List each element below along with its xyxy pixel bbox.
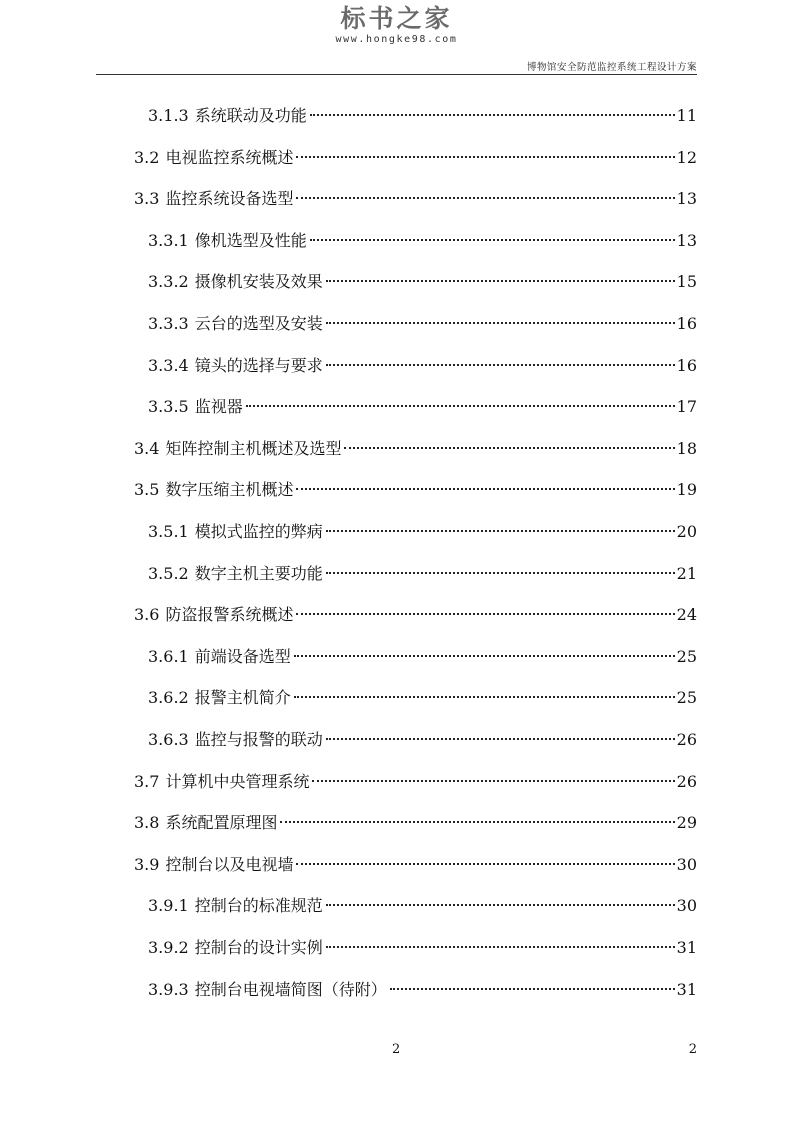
toc-entry-page: 29 [676, 813, 697, 833]
toc-entry-title: 数字压缩主机概述 [165, 480, 294, 500]
footer-page-number-center: 2 [392, 1042, 401, 1057]
toc-entry-number: 3.3.2 [148, 272, 189, 292]
toc-dot-leader [344, 447, 674, 449]
toc-entry[interactable] [148, 645, 697, 669]
toc-dot-leader [294, 655, 675, 657]
toc-entry[interactable] [134, 811, 697, 835]
toc-entry[interactable] [148, 728, 697, 752]
toc-entry-number: 3.5.1 [148, 522, 189, 541]
logo-url: www.hongke98.com [335, 34, 458, 45]
toc-entry-title: 控制台的标准规范 [194, 896, 323, 916]
toc-entry-page: 17 [676, 397, 697, 417]
toc-entry-title: 监控与报警的联动 [194, 730, 323, 749]
toc-entry-title: 像机选型及性能 [194, 230, 307, 250]
toc-entry[interactable] [134, 853, 697, 877]
toc-entry-number: 3.3.4 [148, 355, 189, 375]
toc-entry-number: 3.3.3 [148, 314, 189, 333]
toc-entry-page: 31 [676, 979, 697, 999]
toc-entry-title: 矩阵控制主机概述及选型 [165, 438, 342, 458]
toc-entry-page: 30 [676, 854, 697, 874]
toc-entry[interactable] [148, 520, 697, 544]
toc-entry[interactable] [148, 686, 697, 710]
toc-dot-leader [326, 904, 675, 906]
toc-entry-title: 模拟式监控的弊病 [194, 522, 323, 541]
toc-dot-leader [310, 114, 675, 116]
toc-entry-number: 3.6.1 [148, 646, 189, 666]
toc-entry-number: 3.6.3 [148, 730, 189, 749]
toc-entry-page: 26 [676, 730, 697, 749]
toc-entry[interactable] [148, 894, 697, 918]
toc-dot-leader [326, 364, 675, 366]
toc-dot-leader [326, 322, 675, 324]
toc-entry[interactable] [134, 187, 697, 211]
toc-entry-number: 3.1.3 [148, 106, 189, 125]
toc-entry-title: 系统配置原理图 [165, 813, 278, 833]
toc-entry-title: 云台的选型及安装 [194, 314, 323, 333]
toc-entry-number: 3.7 [134, 771, 160, 791]
toc-entry-title: 控制台的设计实例 [194, 938, 323, 957]
toc-entry-title: 计算机中央管理系统 [165, 771, 310, 791]
toc-entry-number: 3.6 [134, 605, 160, 625]
toc-dot-leader [246, 405, 675, 407]
toc-dot-leader [280, 821, 674, 823]
toc-entry-page: 12 [676, 147, 697, 167]
toc-entry[interactable] [148, 354, 697, 378]
toc-entry[interactable] [134, 146, 697, 170]
toc-entry-title: 摄像机安装及效果 [194, 272, 323, 292]
toc-entry-page: 26 [676, 771, 697, 791]
toc-dot-leader [312, 780, 674, 782]
toc-entry-number: 3.2 [134, 147, 160, 167]
toc-dot-leader [326, 946, 675, 948]
toc-dot-leader [296, 488, 674, 490]
toc-entry[interactable] [148, 270, 697, 294]
toc-entry[interactable] [148, 395, 697, 419]
toc-entry[interactable] [148, 229, 697, 253]
toc-entry-page: 15 [676, 272, 697, 292]
toc-entry-page: 25 [676, 688, 697, 708]
toc-entry-title: 监控系统设备选型 [165, 189, 294, 209]
toc-entry-number: 3.5 [134, 480, 160, 500]
toc-entry-title: 控制台电视墙简图（待附） [194, 979, 387, 999]
toc-entry-number: 3.9.2 [148, 938, 189, 957]
toc-entry[interactable] [134, 770, 697, 794]
toc-entry-page: 21 [676, 563, 697, 583]
toc-entry-number: 3.3.5 [148, 397, 189, 417]
toc-entry-title: 防盗报警系统概述 [165, 605, 294, 625]
toc-dot-leader [296, 613, 674, 615]
toc-entry-number: 3.9.3 [148, 979, 189, 999]
toc-entry-title: 镜头的选择与要求 [194, 355, 323, 375]
toc-dot-leader [326, 530, 675, 532]
toc-dot-leader [310, 239, 675, 241]
toc-entry[interactable] [148, 312, 697, 336]
document-title: 博物馆安全防范监控系统工程设计方案 [526, 62, 697, 73]
toc-entry-number: 3.6.2 [148, 688, 189, 708]
toc-entry-page: 16 [676, 314, 697, 333]
toc-entry-page: 13 [676, 189, 697, 209]
toc-entry-page: 25 [676, 646, 697, 666]
toc-entry[interactable] [148, 978, 697, 1002]
toc-entry-number: 3.9 [134, 854, 160, 874]
toc-entry-title: 监视器 [194, 397, 243, 417]
toc-dot-leader [326, 280, 675, 282]
toc-dot-leader [296, 156, 674, 158]
toc-entry-page: 30 [676, 896, 697, 916]
logo-title: 标书之家 [340, 4, 453, 33]
toc-entry-title: 控制台以及电视墙 [165, 854, 294, 874]
toc-entry-page: 11 [676, 106, 697, 125]
toc-entry-title: 报警主机简介 [194, 688, 291, 708]
toc-entry[interactable] [134, 478, 697, 502]
toc-dot-leader [296, 863, 674, 865]
toc-entry-page: 20 [676, 522, 697, 541]
toc-dot-leader [390, 988, 675, 990]
toc-entry[interactable] [148, 562, 697, 586]
toc-entry-page: 18 [676, 438, 697, 458]
toc-entry-number: 3.9.1 [148, 896, 189, 916]
toc-entry-title: 系统联动及功能 [194, 106, 307, 125]
toc-entry-number: 3.8 [134, 813, 160, 833]
toc-entry-page: 24 [676, 605, 697, 625]
toc-dot-leader [296, 197, 674, 199]
toc-entry-title: 前端设备选型 [194, 646, 291, 666]
toc-dot-leader [326, 738, 675, 740]
toc-dot-leader [294, 696, 675, 698]
toc-entry-number: 3.5.2 [148, 563, 189, 583]
toc-entry[interactable] [148, 104, 697, 128]
footer-page-number-right: 2 [688, 1042, 697, 1057]
toc-entry-title: 数字主机主要功能 [194, 563, 323, 583]
toc-entry-number: 3.3 [134, 189, 160, 209]
toc-entry-number: 3.4 [134, 438, 160, 458]
toc-entry-page: 31 [676, 938, 697, 957]
toc-entry[interactable] [134, 437, 697, 461]
toc-entry-number: 3.3.1 [148, 230, 189, 250]
toc-entry-title: 电视监控系统概述 [165, 147, 294, 167]
toc-entry-page: 13 [676, 230, 697, 250]
toc-entry[interactable] [134, 603, 697, 627]
toc-dot-leader [326, 572, 675, 574]
toc-entry-page: 16 [676, 355, 697, 375]
toc-entry[interactable] [148, 936, 697, 960]
toc-entry-page: 19 [676, 480, 697, 500]
